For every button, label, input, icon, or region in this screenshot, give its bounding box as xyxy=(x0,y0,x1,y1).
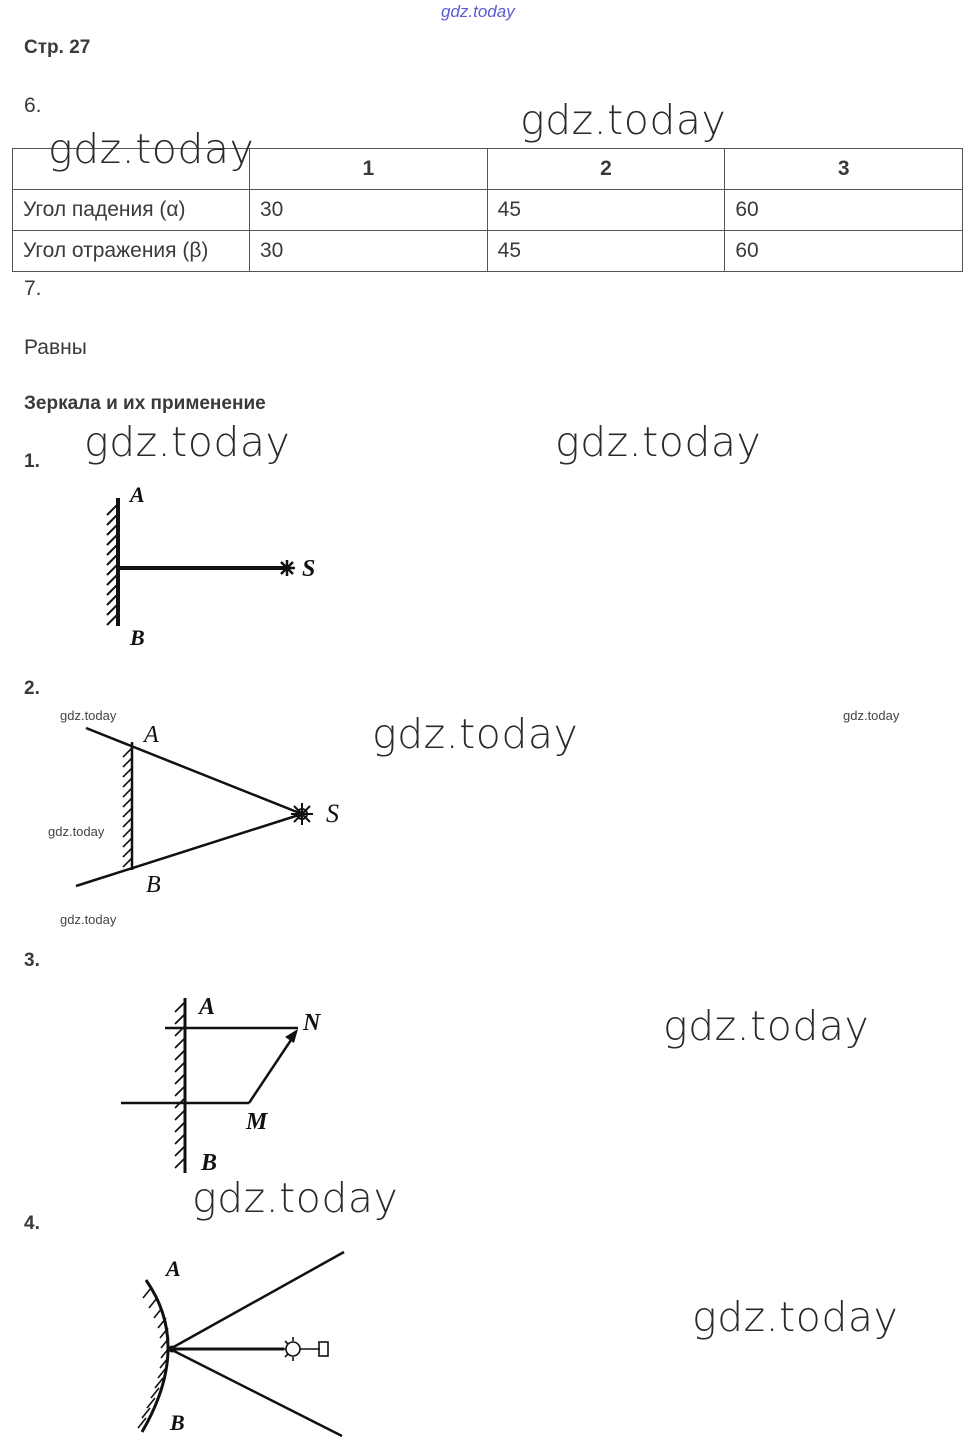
label-s: S xyxy=(326,799,339,828)
section-title: Зеркала и их применение xyxy=(24,393,266,414)
question-7-answer: Равны xyxy=(24,336,87,359)
item-4-label: 4. xyxy=(24,1213,40,1234)
table-cell: 30 xyxy=(250,231,488,272)
label-b: B xyxy=(146,872,161,898)
label-s: S xyxy=(302,556,316,582)
label-m: M xyxy=(246,1109,268,1135)
table-row xyxy=(13,190,963,231)
watermark: gdz.today xyxy=(84,418,291,466)
table-cell: 45 xyxy=(487,190,725,231)
table-cell: 60 xyxy=(725,231,963,272)
figure-4-concave-mirror xyxy=(120,1248,360,1440)
label-b: B xyxy=(201,1150,218,1176)
table-header-cell: 1 xyxy=(250,149,488,190)
item-2-label: 2. xyxy=(24,678,40,699)
watermark: gdz.today xyxy=(555,418,762,466)
watermark: gdz.today xyxy=(48,125,255,173)
question-7-label: 7. xyxy=(24,277,42,300)
watermark-small: gdz.today xyxy=(48,824,105,839)
lamp-icon xyxy=(281,1337,328,1361)
question-6-label: 6. xyxy=(24,94,42,117)
table-row-label: Угол падения (α) xyxy=(13,190,250,231)
watermark: gdz.today xyxy=(372,710,579,758)
page-title: Стр. 27 xyxy=(24,37,91,58)
label-b: B xyxy=(130,625,145,650)
watermark-top: gdz.today xyxy=(441,2,515,21)
item-3-label: 3. xyxy=(24,950,40,971)
watermark: gdz.today xyxy=(692,1293,899,1341)
watermark: gdz.today xyxy=(663,1002,870,1050)
watermark: gdz.today xyxy=(192,1174,399,1222)
table-row xyxy=(13,231,963,272)
label-a: A xyxy=(130,482,145,507)
table-cell: 60 xyxy=(725,190,963,231)
label-a: A xyxy=(199,994,216,1020)
watermark: gdz.today xyxy=(520,96,727,144)
table-row-label: Угол отражения (β) xyxy=(13,231,250,272)
watermark-small: gdz.today xyxy=(60,912,117,927)
table-header-cell: 3 xyxy=(725,149,963,190)
figure-2-mirror-triangle xyxy=(70,718,370,903)
table-header-cell: 2 xyxy=(487,149,725,190)
label-a: A xyxy=(144,722,159,748)
item-1-label: 1. xyxy=(24,451,40,472)
table-cell: 30 xyxy=(250,190,488,231)
light-source-icon xyxy=(279,560,295,576)
figure-3-mirror-arrow xyxy=(115,988,345,1183)
table-cell: 45 xyxy=(487,231,725,272)
watermark-small: gdz.today xyxy=(60,708,117,723)
label-a: A xyxy=(166,1256,181,1281)
light-source-icon xyxy=(291,803,313,825)
label-b: B xyxy=(170,1410,185,1435)
figure-1-plane-mirror xyxy=(90,478,340,663)
arrow-head-icon xyxy=(285,1029,298,1043)
label-n: N xyxy=(303,1010,321,1036)
watermark-small: gdz.today xyxy=(843,708,900,723)
